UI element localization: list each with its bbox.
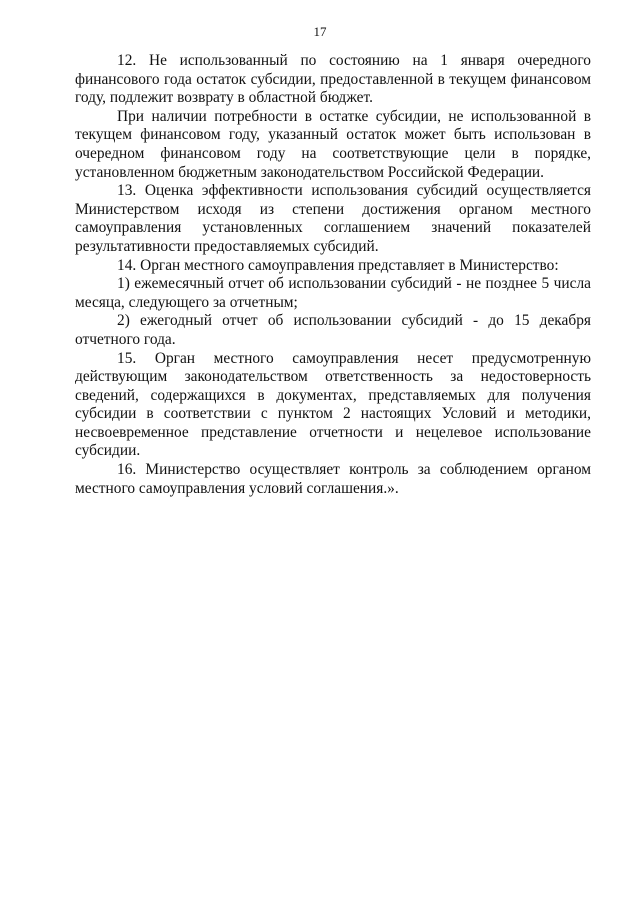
paragraph-14-item-2: 2) ежегодный отчет об использовании субсидий - до 15 декабря отчетного года. [75, 312, 591, 348]
paragraph-14-item-1: 1) ежемесячный отчет об использовании субсидий - не позднее 5 числа месяца, следующего за отчетным; [75, 275, 591, 311]
paragraph-15: 15. Орган местного самоуправления несет предусмотренную действующим законодательством ответственность за недостоверность сведений, содержащихся в документах, представляемых для получения субсидии в соответствии с пунктом 2 настоящих Условий и методики, несвоевременное представление отчетности и нецелевое использование субсидии. [75, 349, 591, 460]
paragraph-12-remainder: При наличии потребности в остатке субсидии, не использованной в текущем финансовом году, указанный остаток может быть использован в очередном финансовом году на соответствующие цели в порядке, установленном бюджетным законодательством Российской Федерации. [75, 107, 591, 181]
paragraph-13: 13. Оценка эффективности использования субсидий осуществляется Министерством исходя из степени достижения органом местного самоуправления установленных соглашением значений показателей результативности предоставляемых субсидий. [75, 182, 591, 255]
page-number: 17 [313, 24, 327, 39]
document-body [75, 52, 591, 498]
paragraph-12: 12. Не использованный по состоянию на 1 января очередного финансового года остаток субсидии, предоставленной в текущем финансовом году, подлежит возврату в областной бюджет. [75, 52, 591, 107]
paragraph-16: 16. Министерство осуществляет контроль за соблюдением органом местного самоуправления условий соглашения.». [75, 461, 591, 497]
paragraph-14: 14. Орган местного самоуправления представляет в Министерство: [117, 256, 559, 274]
